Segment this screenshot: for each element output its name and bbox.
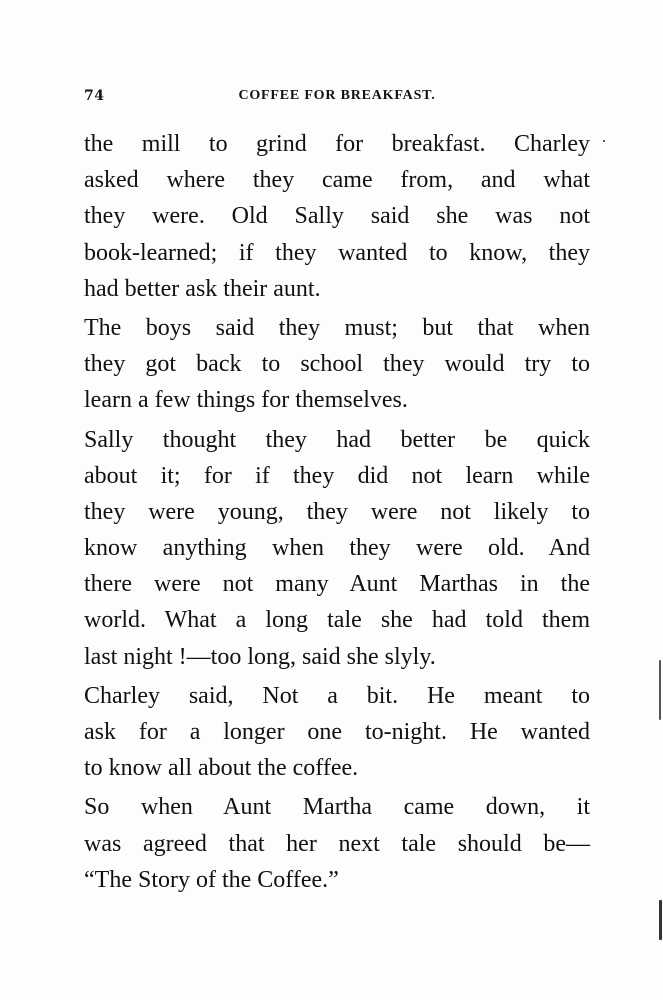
text-line: So when Aunt Martha came down, it [84,794,590,821]
text-line: Sally thought they had better be quick [84,426,590,453]
text-line: “The Story of the Coffee.” [84,866,339,893]
text-line: last night !—too long, said she slyly. [84,643,436,670]
page-number: 74 [84,88,105,104]
text-line: the mill to grind for breakfast. Charley [84,131,590,157]
text-line: they were. Old Sally said she was not [84,203,590,230]
text-line: was agreed that her next tale should be— [84,830,590,857]
text-line: they got back to school they would try to [84,351,590,378]
text-line: book-learned; if they wanted to know, they [84,239,590,266]
text-line: ask for a longer one to-night. He wanted [84,719,590,745]
text-line: know anything when they were old. And [84,535,590,562]
text-line: to know all about the coffee. [84,755,359,782]
ink-speck [659,660,661,720]
running-head [84,88,590,108]
paragraph-1 [84,126,590,307]
text-line: The boys said they must; but that when [84,314,590,341]
text-line: world. What a long tale she had told them [84,607,590,634]
text-line: asked where they came from, and what [84,167,590,194]
paragraph-2 [84,310,590,419]
text-line: Charley said, Not a bit. He meant to [84,682,590,709]
running-title: COFFEE FOR BREAKFAST. [238,88,436,103]
text-line: about it; for if they did not learn while [84,462,590,489]
body-text [84,126,590,898]
text-line: had better ask their aunt. [84,275,321,302]
ink-speck [603,140,605,142]
text-line: they were young, they were not likely to [84,498,590,525]
text-line: learn a few things for themselves. [84,387,408,414]
text-line: there were not many Aunt Marthas in the [84,571,590,598]
ink-speck [659,900,662,940]
paragraph-4 [84,678,590,787]
paragraph-3 [84,422,590,675]
paragraph-5 [84,789,590,898]
